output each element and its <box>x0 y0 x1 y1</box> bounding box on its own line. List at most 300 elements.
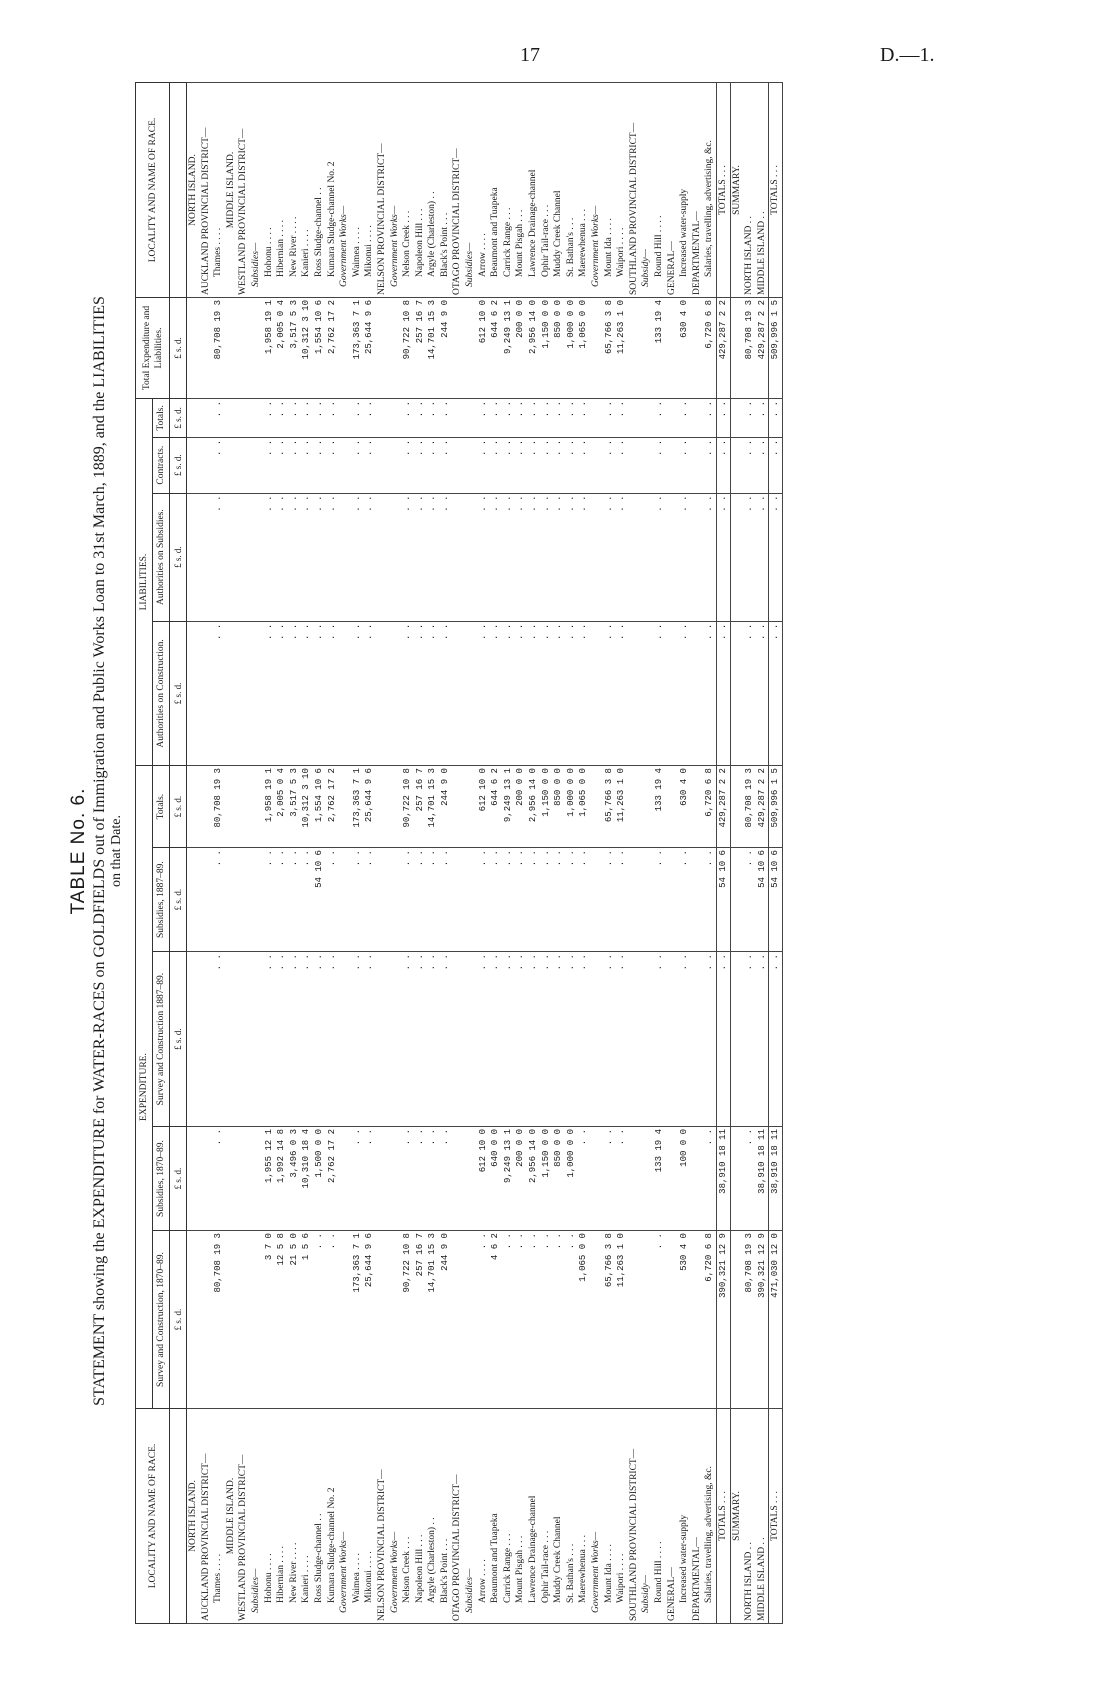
row-label: NORTH ISLAND. <box>187 1409 200 1624</box>
units-c5: £ s. d. <box>170 766 187 848</box>
cell-c8: . . <box>615 437 628 493</box>
cell-c4 <box>200 848 213 952</box>
row-right-label: WESTLAND PROVINCIAL DISTRICT— <box>237 83 250 298</box>
row-label: Mount Pisgah . . . <box>514 1409 527 1624</box>
cell-c5: 2,956 14 0 <box>527 766 540 848</box>
cell-c3: . . <box>756 952 769 1127</box>
row-label: Waimea . . . . <box>351 1409 364 1624</box>
row-right-label: NORTH ISLAND . . <box>743 83 756 298</box>
row-right-label: Mikonui . . . . <box>363 83 376 298</box>
row-right-label: Beaumont and Tuapeka <box>489 83 502 298</box>
header-c2: Subsidies, 1870–89. <box>153 1127 170 1231</box>
cell-c4: . . <box>401 848 414 952</box>
cell-c9: . . <box>527 399 540 438</box>
units-c4: £ s. d. <box>170 848 187 952</box>
cell-c4: . . <box>514 848 527 952</box>
cell-c3 <box>389 952 402 1127</box>
cell-c2: . . <box>703 1127 716 1231</box>
cell-c1: 173,363 7 1 <box>351 1231 364 1409</box>
cell-c5: 133 19 4 <box>653 766 666 848</box>
table-row <box>187 83 200 1624</box>
expenditure-table <box>135 82 783 1624</box>
table-body <box>187 83 783 1624</box>
cell-c1: . . <box>514 1231 527 1409</box>
cell-c3: . . <box>426 952 439 1127</box>
cell-c10 <box>250 298 263 399</box>
cell-c8 <box>338 437 351 493</box>
cell-c7: . . <box>540 493 553 621</box>
row-right-label: Round Hill . . . . <box>653 83 666 298</box>
cell-c4: . . <box>263 848 276 952</box>
cell-c6: . . <box>540 621 553 765</box>
row-label: Increased water-supply <box>678 1409 691 1624</box>
cell-c5: 2,762 17 2 <box>326 766 339 848</box>
cell-c6: . . <box>502 621 515 765</box>
cell-c7: . . <box>769 493 783 621</box>
cell-c5 <box>464 766 477 848</box>
row-right-label: Napoleon Hill . . . <box>414 83 427 298</box>
cell-c9: . . <box>653 399 666 438</box>
table-row <box>628 83 641 1624</box>
cell-c9: . . <box>426 399 439 438</box>
cell-c6: . . <box>769 621 783 765</box>
row-label: Carrick Range . . . <box>502 1409 515 1624</box>
header-locality-right: LOCALITY AND NAME OF RACE. <box>136 83 170 298</box>
table-row <box>363 83 376 1624</box>
cell-c6 <box>640 621 653 765</box>
row-label: Mikonui . . . . <box>363 1409 376 1624</box>
cell-c1 <box>464 1231 477 1409</box>
header-c1: Survey and Construction, 1870–89. <box>153 1231 170 1409</box>
cell-c6: . . <box>603 621 616 765</box>
cell-c10: 14,701 15 3 <box>426 298 439 399</box>
table-row <box>200 83 213 1624</box>
cell-c2: . . <box>212 1127 225 1231</box>
cell-c5: 25,644 9 6 <box>363 766 376 848</box>
table-row <box>769 83 783 1624</box>
row-label: Thames . . . . <box>212 1409 225 1624</box>
cell-c8: . . <box>565 437 578 493</box>
cell-c8 <box>187 437 200 493</box>
cell-c1: 3 7 0 <box>263 1231 276 1409</box>
cell-c10 <box>389 298 402 399</box>
table-row <box>716 83 730 1624</box>
cell-c6 <box>225 621 238 765</box>
cell-c1: . . <box>552 1231 565 1409</box>
cell-c5 <box>376 766 389 848</box>
row-right-label: DEPARTMENTAL— <box>691 83 704 298</box>
cell-c7: . . <box>263 493 276 621</box>
page-number: 17 <box>520 44 540 66</box>
cell-c9: . . <box>565 399 578 438</box>
row-right-label: Salaries, travelling, advertising, &c. <box>703 83 716 298</box>
cell-c8: . . <box>527 437 540 493</box>
cell-c4 <box>628 848 641 952</box>
header-total-exp-liab: Total Expenditure and Liabilities. <box>136 298 170 399</box>
cell-c1: 25,644 9 6 <box>363 1231 376 1409</box>
cell-c10: 630 4 0 <box>678 298 691 399</box>
cell-c10: 1,065 0 0 <box>577 298 590 399</box>
row-right-label: MIDDLE ISLAND. <box>225 83 238 298</box>
row-right-label: OTAGO PROVINCIAL DISTRICT— <box>451 83 464 298</box>
cell-c1: 11,263 1 0 <box>615 1231 628 1409</box>
row-right-label: Subsidies— <box>464 83 477 298</box>
row-right-label: Muddy Creek Channel <box>552 83 565 298</box>
cell-c1 <box>666 1231 679 1409</box>
row-label: NELSON PROVINCIAL DISTRICT— <box>376 1409 389 1624</box>
row-right-label: SOUTHLAND PROVINCIAL DISTRICT— <box>628 83 641 298</box>
table-row <box>414 83 427 1624</box>
cell-c2: . . <box>603 1127 616 1231</box>
cell-c8: . . <box>756 437 769 493</box>
cell-c7: . . <box>603 493 616 621</box>
cell-c10: 1,150 0 0 <box>540 298 553 399</box>
row-right-label: SUMMARY. <box>730 83 743 298</box>
cell-c6 <box>666 621 679 765</box>
cell-c2 <box>730 1127 743 1231</box>
cell-c7: . . <box>401 493 414 621</box>
cell-c3: . . <box>288 952 301 1127</box>
cell-c7: . . <box>300 493 313 621</box>
row-right-label: Maerewhenua . . . <box>577 83 590 298</box>
header-c3: Survey and Construction 1887–89. <box>153 952 170 1127</box>
cell-c4: . . <box>502 848 515 952</box>
cell-c1 <box>640 1231 653 1409</box>
row-right-label: Government Works— <box>389 83 402 298</box>
cell-c10: 173,363 7 1 <box>351 298 364 399</box>
cell-c7: . . <box>351 493 364 621</box>
cell-c1 <box>628 1231 641 1409</box>
cell-c7: . . <box>743 493 756 621</box>
cell-c8: . . <box>363 437 376 493</box>
row-right-label: NORTH ISLAND. <box>187 83 200 298</box>
cell-c2: 1,500 0 0 <box>313 1127 326 1231</box>
cell-c9: . . <box>363 399 376 438</box>
cell-c7: . . <box>414 493 427 621</box>
cell-c6: . . <box>514 621 527 765</box>
row-right-label: New River . . . . <box>288 83 301 298</box>
cell-c10: 2,956 14 0 <box>527 298 540 399</box>
cell-c7: . . <box>703 493 716 621</box>
cell-c10: 2,762 17 2 <box>326 298 339 399</box>
cell-c1 <box>451 1231 464 1409</box>
cell-c7 <box>376 493 389 621</box>
cell-c2 <box>451 1127 464 1231</box>
cell-c3 <box>250 952 263 1127</box>
cell-c10: 9,249 13 1 <box>502 298 515 399</box>
cell-c3: . . <box>514 952 527 1127</box>
cell-c5 <box>389 766 402 848</box>
table-title: TABLE No. 6. <box>68 787 89 915</box>
cell-c3: . . <box>678 952 691 1127</box>
cell-c9: . . <box>275 399 288 438</box>
cell-c5: 1,150 0 0 <box>540 766 553 848</box>
cell-c2 <box>237 1127 250 1231</box>
row-label: Muddy Creek Channel <box>552 1409 565 1624</box>
row-label: SUMMARY. <box>730 1409 743 1624</box>
cell-c3 <box>376 952 389 1127</box>
cell-c5: 1,000 0 0 <box>565 766 578 848</box>
cell-c9: . . <box>703 399 716 438</box>
cell-c6: . . <box>426 621 439 765</box>
cell-c8 <box>237 437 250 493</box>
cell-c9: . . <box>477 399 490 438</box>
cell-c10: 6,720 6 8 <box>703 298 716 399</box>
cell-c3: . . <box>363 952 376 1127</box>
cell-c3 <box>628 952 641 1127</box>
table-row <box>426 83 439 1624</box>
cell-c1: . . <box>527 1231 540 1409</box>
row-label: Waipori . . . . <box>615 1409 628 1624</box>
cell-c10 <box>225 298 238 399</box>
cell-c10: 429,287 2 2 <box>716 298 730 399</box>
cell-c6: . . <box>263 621 276 765</box>
cell-c4 <box>338 848 351 952</box>
cell-c4 <box>389 848 402 952</box>
cell-c1: 80,708 19 3 <box>743 1231 756 1409</box>
header-liabilities: LIABILITIES. <box>136 399 153 766</box>
table-row <box>225 83 238 1624</box>
cell-c3: . . <box>703 952 716 1127</box>
row-right-label: TOTALS . . . <box>716 83 730 298</box>
cell-c4: . . <box>326 848 339 952</box>
cell-c7: . . <box>288 493 301 621</box>
cell-c1 <box>376 1231 389 1409</box>
table-row <box>590 83 603 1624</box>
row-right-label: Argyle (Charleston) . . <box>426 83 439 298</box>
cell-c3 <box>666 952 679 1127</box>
cell-c7: . . <box>477 493 490 621</box>
row-label: SOUTHLAND PROVINCIAL DISTRICT— <box>628 1409 641 1624</box>
table-row <box>603 83 616 1624</box>
row-label: New River . . . . <box>288 1409 301 1624</box>
cell-c7 <box>200 493 213 621</box>
row-label: Government Works— <box>590 1409 603 1624</box>
cell-c5 <box>691 766 704 848</box>
cell-c9: . . <box>414 399 427 438</box>
rotated-table-page <box>68 70 1042 1632</box>
cell-c10: 11,263 1 0 <box>615 298 628 399</box>
cell-c3: . . <box>527 952 540 1127</box>
cell-c1 <box>590 1231 603 1409</box>
cell-c8: . . <box>716 437 730 493</box>
cell-c8: . . <box>414 437 427 493</box>
row-right-label: Ophir Tail-race . . . <box>540 83 553 298</box>
header-c5: Totals. <box>153 766 170 848</box>
cell-c10: 850 0 0 <box>552 298 565 399</box>
cell-c2: . . <box>577 1127 590 1231</box>
units-c1: £ s. d. <box>170 1231 187 1409</box>
cell-c1: 390,321 12 9 <box>756 1231 769 1409</box>
cell-c3: . . <box>212 952 225 1127</box>
cell-c3 <box>691 952 704 1127</box>
cell-c5: 429,287 2 2 <box>756 766 769 848</box>
cell-c10 <box>451 298 464 399</box>
units-c6: £ s. d. <box>170 621 187 765</box>
cell-c1: 4 6 2 <box>489 1231 502 1409</box>
row-label: Lawrence Drainage-channel <box>527 1409 540 1624</box>
cell-c1: . . <box>326 1231 339 1409</box>
cell-c6: . . <box>653 621 666 765</box>
cell-c8 <box>250 437 263 493</box>
cell-c9: . . <box>756 399 769 438</box>
row-label: Hohonu . . . . <box>263 1409 276 1624</box>
cell-c3: . . <box>313 952 326 1127</box>
statement-subtitle-continued: on that Date. <box>109 815 124 887</box>
cell-c9 <box>225 399 238 438</box>
row-label: GENERAL— <box>666 1409 679 1624</box>
cell-c4: . . <box>414 848 427 952</box>
cell-c2 <box>200 1127 213 1231</box>
row-label: AUCKLAND PROVINCIAL DISTRICT— <box>200 1409 213 1624</box>
cell-c2: 38,910 18 11 <box>769 1127 783 1231</box>
cell-c5: 90,722 10 8 <box>401 766 414 848</box>
cell-c3: . . <box>603 952 616 1127</box>
cell-c10: 429,287 2 2 <box>756 298 769 399</box>
cell-c4 <box>250 848 263 952</box>
cell-c7: . . <box>514 493 527 621</box>
row-label: Hibernian . . . . <box>275 1409 288 1624</box>
row-right-label: MIDDLE ISLAND . . <box>756 83 769 298</box>
row-right-label: Nelson Creek . . . <box>401 83 414 298</box>
cell-c3 <box>200 952 213 1127</box>
row-right-label: St. Bathan's . . . <box>565 83 578 298</box>
cell-c10 <box>640 298 653 399</box>
cell-c8: . . <box>212 437 225 493</box>
cell-c8: . . <box>502 437 515 493</box>
table-row <box>678 83 691 1624</box>
cell-c6 <box>389 621 402 765</box>
cell-c6 <box>338 621 351 765</box>
cell-c3 <box>338 952 351 1127</box>
row-label: WESTLAND PROVINCIAL DISTRICT— <box>237 1409 250 1624</box>
cell-c6 <box>628 621 641 765</box>
cell-c5 <box>200 766 213 848</box>
cell-c2: 640 0 0 <box>489 1127 502 1231</box>
cell-c7: . . <box>653 493 666 621</box>
cell-c3: . . <box>300 952 313 1127</box>
cell-c2 <box>187 1127 200 1231</box>
cell-c4: . . <box>300 848 313 952</box>
cell-c9: . . <box>288 399 301 438</box>
cell-c5 <box>451 766 464 848</box>
cell-c4: . . <box>426 848 439 952</box>
cell-c8: . . <box>743 437 756 493</box>
cell-c9: . . <box>743 399 756 438</box>
cell-c4: 54 10 6 <box>313 848 326 952</box>
table-row <box>288 83 301 1624</box>
cell-c4 <box>237 848 250 952</box>
units-blank-right <box>170 83 187 298</box>
cell-c7 <box>237 493 250 621</box>
cell-c6 <box>237 621 250 765</box>
cell-c4: . . <box>603 848 616 952</box>
cell-c4 <box>590 848 603 952</box>
cell-c6: . . <box>401 621 414 765</box>
cell-c4 <box>640 848 653 952</box>
cell-c4 <box>666 848 679 952</box>
cell-c4 <box>376 848 389 952</box>
cell-c1: . . <box>313 1231 326 1409</box>
cell-c6: . . <box>212 621 225 765</box>
cell-c3 <box>187 952 200 1127</box>
row-right-label: Hohonu . . . . <box>263 83 276 298</box>
cell-c1: 12 5 8 <box>275 1231 288 1409</box>
cell-c3: . . <box>769 952 783 1127</box>
cell-c7: . . <box>678 493 691 621</box>
row-label: TOTALS . . . <box>716 1409 730 1624</box>
row-label: Ross Sludge-channel . . <box>313 1409 326 1624</box>
row-right-label: Mount Pisgah . . . <box>514 83 527 298</box>
cell-c6 <box>200 621 213 765</box>
cell-c7 <box>666 493 679 621</box>
table-row <box>376 83 389 1624</box>
cell-c1: . . <box>540 1231 553 1409</box>
cell-c1: . . <box>477 1231 490 1409</box>
cell-c3: . . <box>502 952 515 1127</box>
cell-c6: . . <box>552 621 565 765</box>
units-c3: £ s. d. <box>170 952 187 1127</box>
cell-c5 <box>590 766 603 848</box>
row-label: Napoleon Hill . . . <box>414 1409 427 1624</box>
units-c7: £ s. d. <box>170 493 187 621</box>
row-right-label: Government Works— <box>338 83 351 298</box>
row-right-label: Increased water-supply <box>678 83 691 298</box>
cell-c5: 2,005 0 4 <box>275 766 288 848</box>
table-row <box>565 83 578 1624</box>
cell-c5: 9,249 13 1 <box>502 766 515 848</box>
cell-c2: 612 10 0 <box>477 1127 490 1231</box>
row-label: Salaries, travelling, advertising, &c. <box>703 1409 716 1624</box>
cell-c3: . . <box>552 952 565 1127</box>
table-row <box>389 83 402 1624</box>
cell-c7 <box>730 493 743 621</box>
cell-c5: 644 6 2 <box>489 766 502 848</box>
cell-c3: . . <box>401 952 414 1127</box>
cell-c6 <box>250 621 263 765</box>
cell-c10 <box>691 298 704 399</box>
cell-c1 <box>389 1231 402 1409</box>
row-label: Nelson Creek . . . <box>401 1409 414 1624</box>
row-right-label: TOTALS . . . <box>769 83 783 298</box>
table-row <box>577 83 590 1624</box>
cell-c1 <box>237 1231 250 1409</box>
cell-c6: . . <box>288 621 301 765</box>
cell-c2: 38,910 18 11 <box>716 1127 730 1231</box>
cell-c9: . . <box>351 399 364 438</box>
row-label: Kumara Sludge-channel No. 2 <box>326 1409 339 1624</box>
row-right-label: Lawrence Drainage-channel <box>527 83 540 298</box>
cell-c2: 2,956 14 0 <box>527 1127 540 1231</box>
cell-c5: 509,996 1 5 <box>769 766 783 848</box>
cell-c10: 133 19 4 <box>653 298 666 399</box>
cell-c4 <box>225 848 238 952</box>
cell-c4: . . <box>577 848 590 952</box>
cell-c8: . . <box>653 437 666 493</box>
cell-c2: 38,910 18 11 <box>756 1127 769 1231</box>
cell-c9: . . <box>540 399 553 438</box>
cell-c2: 100 0 0 <box>678 1127 691 1231</box>
cell-c10 <box>628 298 641 399</box>
cell-c10: 244 9 0 <box>439 298 452 399</box>
cell-c3: . . <box>477 952 490 1127</box>
cell-c4: . . <box>275 848 288 952</box>
cell-c7: . . <box>326 493 339 621</box>
cell-c9: . . <box>300 399 313 438</box>
cell-c1: 1 5 6 <box>300 1231 313 1409</box>
cell-c5: 11,263 1 0 <box>615 766 628 848</box>
cell-c6 <box>187 621 200 765</box>
